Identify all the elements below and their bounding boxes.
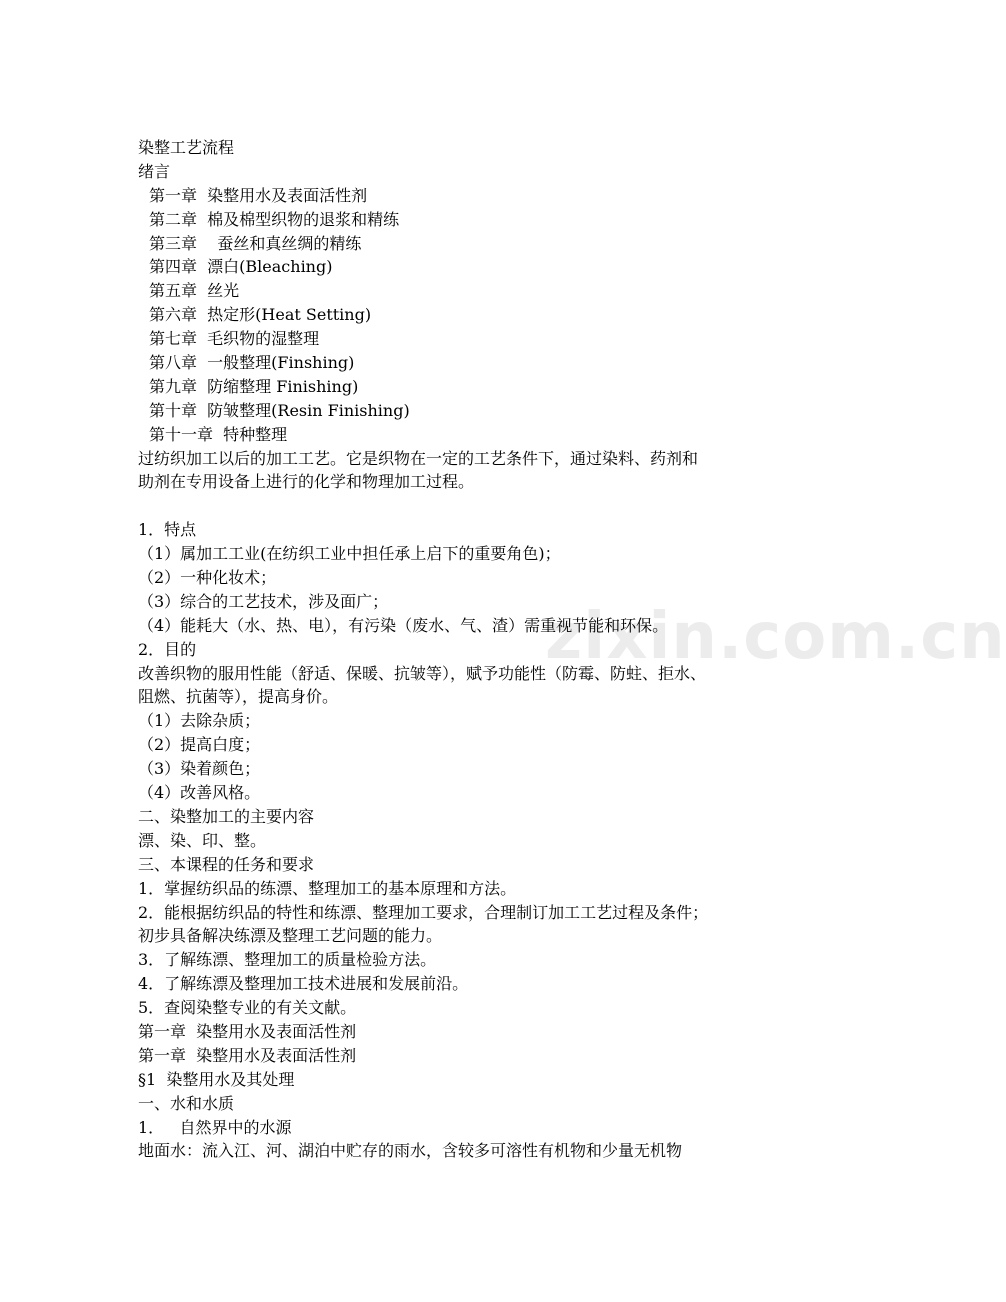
toc-item: 第五章 丝光 <box>149 281 240 301</box>
purpose-text: 改善织物的服用性能（舒适、保暖、抗皱等），赋予功能性（防霉、防蛀、拒水、 <box>138 663 707 683</box>
definition-line: 过纺织加工以后的加工工艺。它是织物在一定的工艺条件下，通过染料、药剂和 <box>138 448 699 468</box>
feature-item: （1）属加工工业(在纺织工业中担任承上启下的重要角色)； <box>138 544 561 564</box>
chapter-heading: 第一章 染整用水及表面活性剂 <box>138 1045 357 1065</box>
purpose-item: （3）染着颜色； <box>138 759 261 779</box>
document-title: 染整工艺流程 <box>138 138 235 157</box>
subsubsection-heading: 1． 自然界中的水源 <box>138 1117 292 1137</box>
feature-item: （3）综合的工艺技术，涉及面广； <box>138 591 389 611</box>
course-item: 3．了解练漂、整理加工的质量检验方法。 <box>138 950 437 970</box>
toc-item: 第三章 蚕丝和真丝绸的精练 <box>149 233 362 253</box>
section-heading: §1 染整用水及其处理 <box>138 1069 295 1089</box>
toc-item: 第一章 染整用水及表面活性剂 <box>149 185 368 205</box>
purpose-heading: 2．目的 <box>138 639 197 659</box>
course-heading: 三、本课程的任务和要求 <box>138 854 315 874</box>
purpose-text: 阻燃、抗菌等），提高身价。 <box>138 687 339 707</box>
toc-item: 第七章 毛织物的湿整理 <box>149 329 320 349</box>
intro-heading: 绪言 <box>138 161 171 181</box>
subsection-heading: 一、水和水质 <box>138 1093 235 1113</box>
document-body <box>138 136 798 1163</box>
toc-item: 第四章 漂白(Bleaching) <box>149 257 333 277</box>
watermark: zixin.com.cn <box>545 600 1006 674</box>
body-line: 地面水：流入江、河、湖泊中贮存的雨水，含较多可溶性有机物和少量无机物 <box>138 1141 683 1161</box>
features-heading: 1．特点 <box>138 520 197 540</box>
toc-item: 第十章 防皱整理(Resin Finishing) <box>149 400 410 420</box>
toc-item: 第二章 棉及棉型织物的退浆和精练 <box>149 209 400 229</box>
course-item: 2．能根据纺织品的特性和练漂、整理加工要求，合理制订加工工艺过程及条件； <box>138 902 709 922</box>
course-item: 5．查阅染整专业的有关文献。 <box>138 998 357 1018</box>
toc-item: 第六章 热定形(Heat Setting) <box>149 305 372 325</box>
purpose-item: （1）去除杂质； <box>138 711 261 731</box>
blank-line <box>138 494 798 518</box>
course-item: 1．掌握纺织品的练漂、整理加工的基本原理和方法。 <box>138 878 517 898</box>
feature-item: （2）一种化妆术； <box>138 568 277 588</box>
table-of-contents <box>138 184 798 447</box>
purpose-item: （4）改善风格。 <box>138 783 261 803</box>
toc-item: 第十一章 特种整理 <box>149 424 288 444</box>
course-item: 4．了解练漂及整理加工技术进展和发展前沿。 <box>138 974 469 994</box>
main-content-text: 漂、染、印、整。 <box>138 830 267 850</box>
purpose-item: （2）提高白度； <box>138 735 261 755</box>
course-item: 初步具备解决练漂及整理工艺问题的能力。 <box>138 926 443 946</box>
toc-item: 第八章 一般整理(Finshing) <box>149 353 355 373</box>
feature-item: （4）能耗大（水、热、电），有污染（废水、气、渣）需重视节能和环保。 <box>138 615 669 635</box>
definition-line: 助剂在专用设备上进行的化学和物理加工过程。 <box>138 472 475 492</box>
chapter-heading: 第一章 染整用水及表面活性剂 <box>138 1021 357 1041</box>
main-content-heading: 二、染整加工的主要内容 <box>138 806 315 826</box>
toc-item: 第九章 防缩整理 Finishing) <box>149 376 359 396</box>
